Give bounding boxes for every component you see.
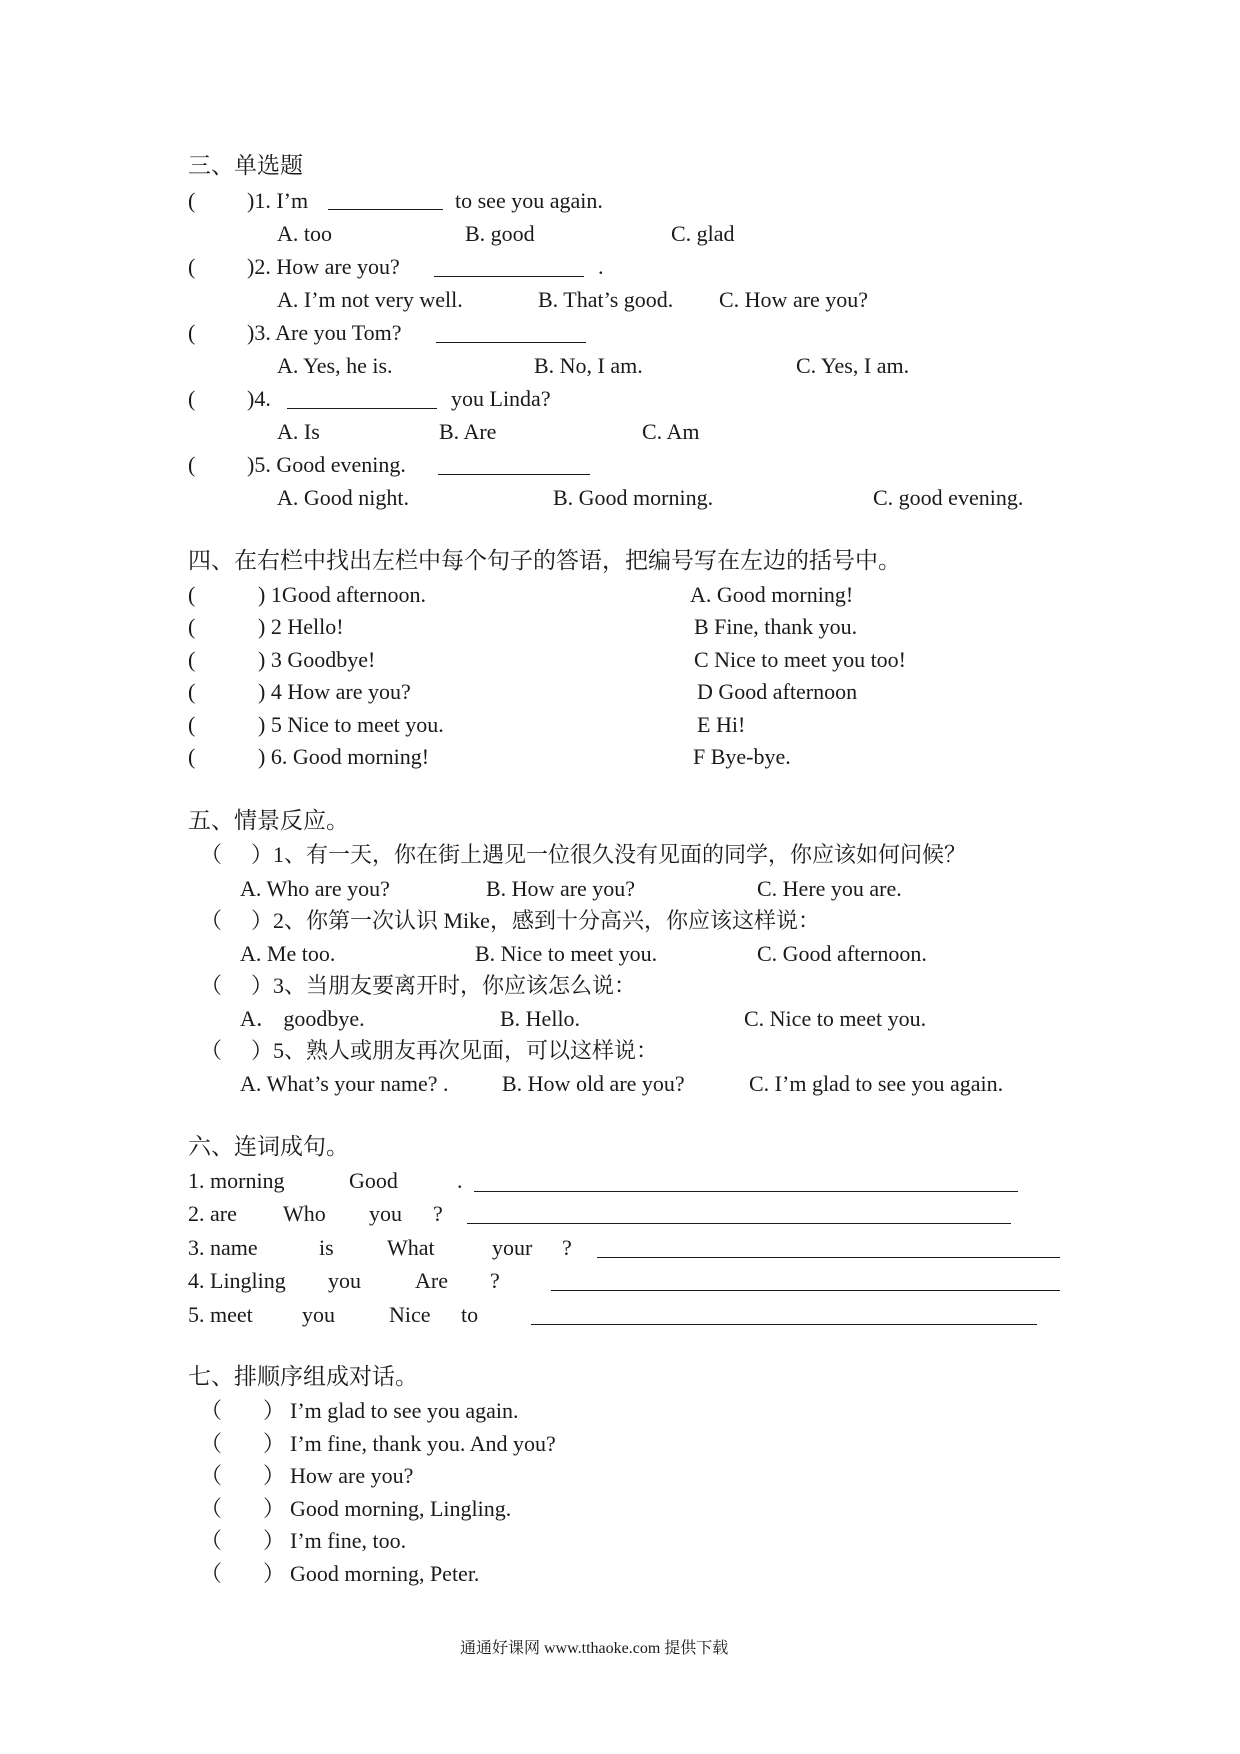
option-b: B. Are xyxy=(439,419,497,444)
option-a: A. too xyxy=(277,221,332,246)
dialogue-line: Good morning, Lingling. xyxy=(290,1496,512,1521)
right-item: F Bye-bye. xyxy=(693,744,791,769)
word: . xyxy=(457,1168,463,1193)
dialogue-line: How are you? xyxy=(290,1463,414,1488)
dialogue-line: Good morning, Peter. xyxy=(290,1561,480,1586)
answer-paren-close: ） xyxy=(263,1496,286,1521)
answer-paren: ( xyxy=(188,188,196,213)
answer-paren: （ xyxy=(200,973,223,998)
question-5-stem: )5. Good evening. xyxy=(247,452,406,477)
answer-paren: （ xyxy=(200,908,223,933)
sentence-blank[interactable] xyxy=(551,1290,1060,1291)
question-4-tail: you Linda? xyxy=(451,386,551,411)
question-2-tail: . xyxy=(598,254,604,279)
left-item: ) 3 Goodbye! xyxy=(258,647,376,672)
word: Who xyxy=(283,1201,326,1226)
scenario-text: ）1、有一天，你在街上遇见一位很久没有见面的同学，你应该如何问候？ xyxy=(251,842,967,867)
right-item: C Nice to meet you too! xyxy=(694,647,907,672)
section-6-heading: 六、连词成句。 xyxy=(188,1134,349,1159)
option-b: B. Hello. xyxy=(500,1006,581,1031)
sentence-blank[interactable] xyxy=(531,1324,1037,1325)
question-1-tail: to see you again. xyxy=(455,188,603,213)
word: you xyxy=(302,1302,335,1327)
option-b: B. good xyxy=(465,221,535,246)
word: to xyxy=(461,1302,479,1327)
word: ? xyxy=(562,1235,572,1260)
answer-blank[interactable] xyxy=(434,276,584,277)
dialogue-line: I’m glad to see you again. xyxy=(290,1398,519,1423)
sentence-blank[interactable] xyxy=(474,1191,1018,1192)
scenario-text: ）2、你第一次认识 Mike，感到十分高兴，你应该这样说： xyxy=(251,908,820,933)
left-item: ) 2 Hello! xyxy=(258,614,344,639)
option-c: C. Good afternoon. xyxy=(757,941,927,966)
answer-paren: ( xyxy=(188,744,196,769)
scenario-text: ）5、熟人或朋友再次见面，可以这样说： xyxy=(251,1038,659,1063)
option-b: B. No, I am. xyxy=(534,353,643,378)
answer-paren-close: ） xyxy=(263,1463,286,1488)
word-group: 3. name xyxy=(188,1235,258,1260)
word: you xyxy=(369,1201,402,1226)
left-item: ) 5 Nice to meet you. xyxy=(258,712,444,737)
answer-paren: ( xyxy=(188,647,196,672)
section-3-heading: 三、单选题 xyxy=(188,153,303,178)
section-7-heading: 七、排顺序组成对话。 xyxy=(188,1364,418,1389)
option-c: C. I’m glad to see you again. xyxy=(749,1071,1004,1096)
answer-paren-close: ） xyxy=(263,1431,286,1456)
option-a: A. Good night. xyxy=(277,485,409,510)
question-1-stem: )1. I’m xyxy=(247,188,309,213)
question-2-stem: )2. How are you? xyxy=(247,254,400,279)
option-c: C. Here you are. xyxy=(757,876,902,901)
right-item: B Fine, thank you. xyxy=(694,614,858,639)
word-group: 4. Lingling xyxy=(188,1268,286,1293)
word: you xyxy=(328,1268,361,1293)
word: Are xyxy=(415,1268,448,1293)
answer-paren: （ xyxy=(200,1528,223,1553)
word-group: 2. are xyxy=(188,1201,237,1226)
answer-blank[interactable] xyxy=(287,408,437,409)
answer-paren: （ xyxy=(200,1038,223,1063)
option-c: C. Am xyxy=(642,419,700,444)
right-item: D Good afternoon xyxy=(697,679,858,704)
option-a: A. What’s your name? . xyxy=(240,1071,449,1096)
word-group: 5. meet xyxy=(188,1302,253,1327)
answer-paren: ( xyxy=(188,614,196,639)
answer-paren: （ xyxy=(200,842,223,867)
option-b: B. Nice to meet you. xyxy=(475,941,658,966)
option-c: C. good evening. xyxy=(873,485,1024,510)
section-5-heading: 五、情景反应。 xyxy=(188,808,349,833)
answer-blank[interactable] xyxy=(328,209,443,210)
answer-paren-close: ） xyxy=(263,1561,286,1586)
footer-credit: 通通好课网 www.tthaoke.com 提供下载 xyxy=(460,1640,729,1657)
word: What xyxy=(387,1235,435,1260)
option-b: B. That’s good. xyxy=(538,287,674,312)
answer-paren: ( xyxy=(188,712,196,737)
answer-paren-close: ） xyxy=(263,1528,286,1553)
left-item: ) 6. Good morning! xyxy=(258,744,430,769)
option-c: C. How are you? xyxy=(719,287,869,312)
answer-paren: （ xyxy=(200,1561,223,1586)
option-c: C. Yes, I am. xyxy=(796,353,910,378)
dialogue-line: I’m fine, thank you. And you? xyxy=(290,1431,556,1456)
sentence-blank[interactable] xyxy=(597,1257,1060,1258)
question-3-stem: )3. Are you Tom? xyxy=(247,320,402,345)
option-b: B. Good morning. xyxy=(553,485,714,510)
dialogue-line: I’m fine, too. xyxy=(290,1528,407,1553)
answer-paren: （ xyxy=(200,1398,223,1423)
option-c: C. Nice to meet you. xyxy=(744,1006,927,1031)
option-a: A. Yes, he is. xyxy=(277,353,393,378)
word-group: 1. morning xyxy=(188,1168,285,1193)
option-a: A. Is xyxy=(277,419,320,444)
sentence-blank[interactable] xyxy=(467,1223,1011,1224)
word: is xyxy=(319,1235,334,1260)
left-item: ) 1Good afternoon. xyxy=(258,582,427,607)
answer-paren: （ xyxy=(200,1431,223,1456)
answer-paren: ( xyxy=(188,320,196,345)
answer-paren-close: ） xyxy=(263,1398,286,1423)
scenario-text: ）3、当朋友要离开时，你应该怎么说： xyxy=(251,973,637,998)
answer-paren: （ xyxy=(200,1463,223,1488)
word: your xyxy=(492,1235,533,1260)
left-item: ) 4 How are you? xyxy=(258,679,411,704)
word: Nice xyxy=(389,1302,431,1327)
answer-paren: （ xyxy=(200,1496,223,1521)
question-4-stem: )4. xyxy=(247,386,271,411)
option-a: A． goodbye. xyxy=(240,1006,365,1031)
answer-paren: ( xyxy=(188,679,196,704)
answer-paren: ( xyxy=(188,254,196,279)
option-a: A. Who are you? xyxy=(240,876,390,901)
word: ? xyxy=(490,1268,500,1293)
option-c: C. glad xyxy=(671,221,735,246)
section-4-heading: 四、在右栏中找出左栏中每个句子的答语，把编号写在左边的括号中。 xyxy=(188,548,901,573)
answer-paren: ( xyxy=(188,452,196,477)
answer-blank[interactable] xyxy=(438,474,590,475)
answer-paren: ( xyxy=(188,386,196,411)
answer-blank[interactable] xyxy=(436,342,586,343)
option-b: B. How old are you? xyxy=(502,1071,685,1096)
word: Good xyxy=(349,1168,398,1193)
right-item: E Hi! xyxy=(697,712,746,737)
option-a: A. Me too. xyxy=(240,941,336,966)
right-item: A. Good morning! xyxy=(690,582,854,607)
answer-paren: ( xyxy=(188,582,196,607)
word: ? xyxy=(433,1201,443,1226)
option-b: B. How are you? xyxy=(486,876,636,901)
option-a: A. I’m not very well. xyxy=(277,287,463,312)
